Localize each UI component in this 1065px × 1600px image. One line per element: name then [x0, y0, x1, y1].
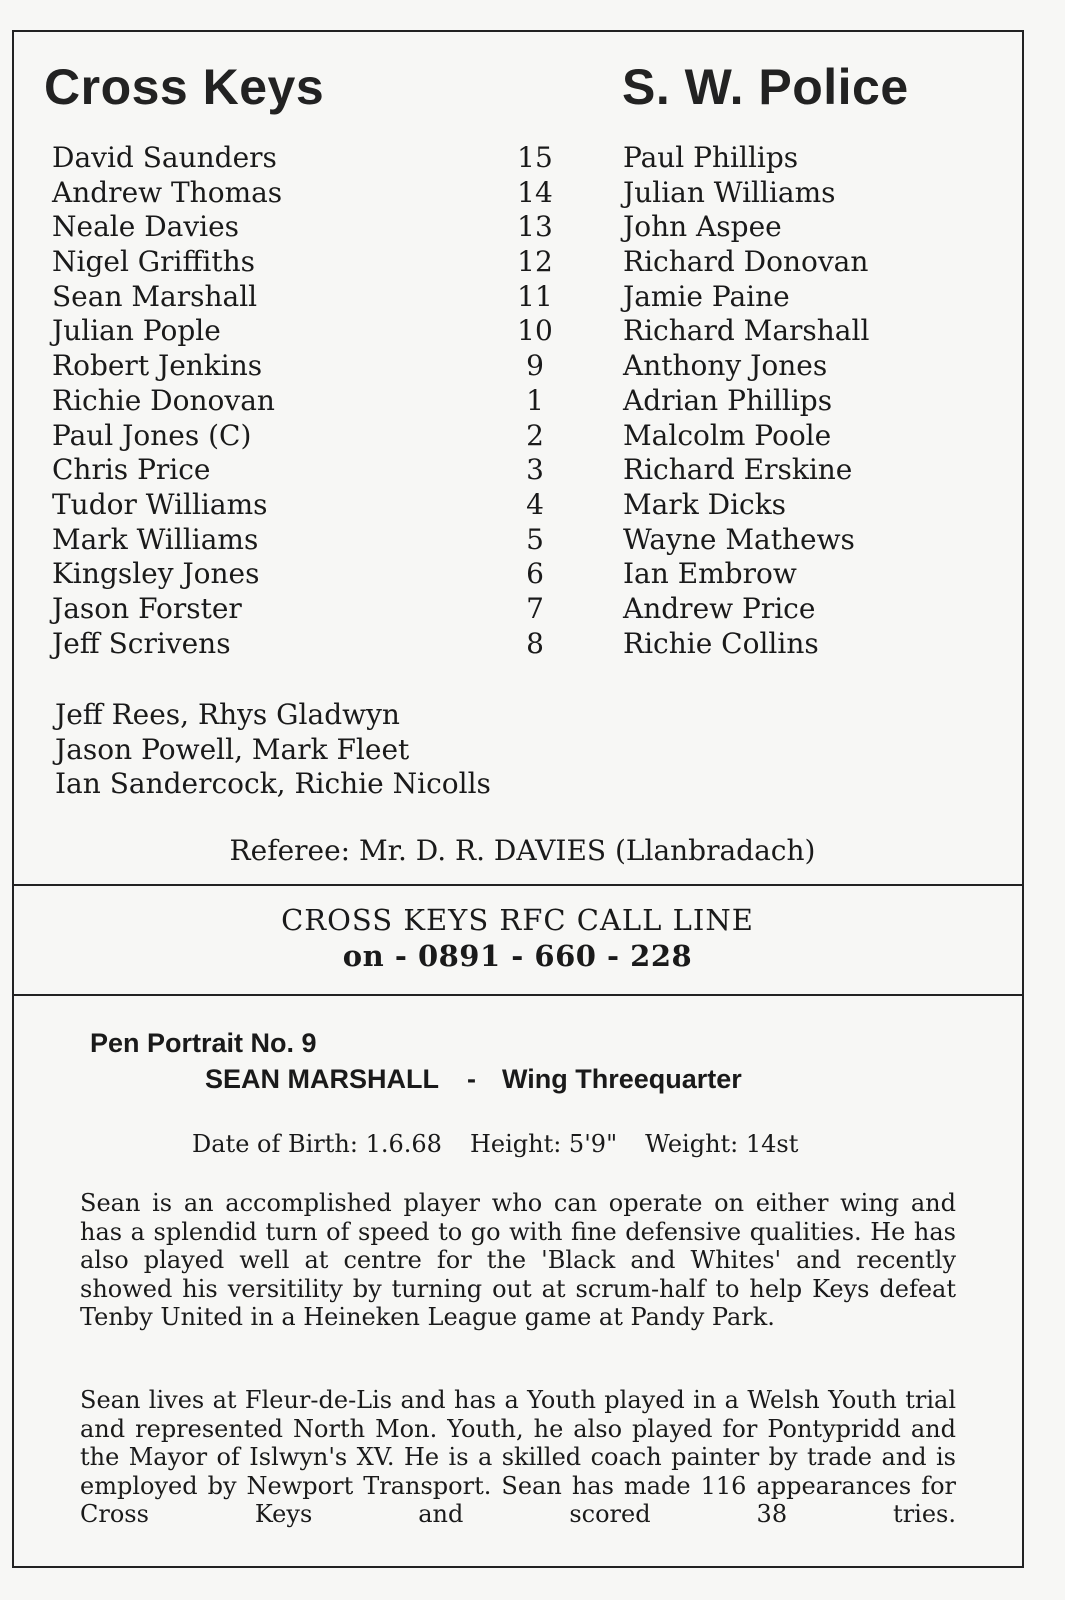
reserves-line: Ian Sandercock, Richie Nicolls — [55, 767, 491, 800]
lineup-row — [0, 210, 1065, 245]
home-player: Julian Pople — [52, 314, 221, 348]
shirt-number: 8 — [526, 626, 544, 660]
lineup-row — [0, 349, 1065, 384]
home-player: Andrew Thomas — [52, 175, 283, 209]
shirt-number: 1 — [526, 383, 544, 417]
heading-separator: - — [467, 1064, 476, 1094]
lineup-row — [0, 280, 1065, 315]
lineup-row — [0, 592, 1065, 627]
lineup-row — [0, 314, 1065, 349]
away-player: Ian Embrow — [623, 557, 797, 591]
away-player: Malcolm Poole — [623, 418, 832, 452]
lineup-row — [0, 453, 1065, 488]
home-player: Tudor Williams — [52, 487, 268, 521]
home-player: Sean Marshall — [52, 279, 258, 313]
referee-line: Referee: Mr. D. R. DAVIES (Llanbradach) — [229, 834, 816, 867]
away-player: John Aspee — [623, 210, 782, 244]
home-player: Chris Price — [52, 453, 211, 487]
away-player: Adrian Phillips — [623, 383, 833, 417]
player-name: SEAN MARSHALL — [205, 1064, 439, 1094]
lineup-row — [0, 384, 1065, 419]
reserves-line: Jason Powell, Mark Fleet — [55, 732, 410, 766]
lineup-row — [0, 141, 1065, 176]
shirt-number: 14 — [517, 175, 553, 209]
home-player: Jason Forster — [52, 591, 242, 625]
away-player: Jamie Paine — [623, 279, 790, 313]
shirt-number: 11 — [517, 279, 553, 313]
shirt-number: 5 — [526, 522, 544, 556]
player-stats — [192, 1130, 798, 1158]
away-player: Richard Donovan — [623, 245, 869, 279]
lineup-row — [0, 627, 1065, 662]
home-player: Richie Donovan — [52, 383, 275, 417]
bio-paragraph: Sean is an accomplished player who can operate on either wing and has a splendid turn of speed to go with fine defensive qualities. He has also played well at centre for the 'Black and Whites' and recently showed his versitility by turning out at scrum-half to help Keys defeat Tenby United in a Heineken League game at Pandy Park. — [80, 1189, 956, 1332]
height: Height: 5'9" — [469, 1130, 618, 1158]
shirt-number: 7 — [526, 591, 544, 625]
home-player: Jeff Scrivens — [52, 626, 231, 660]
home-player: Kingsley Jones — [52, 557, 260, 591]
home-player: Paul Jones (C) — [52, 418, 252, 452]
away-player: Richard Marshall — [623, 314, 870, 348]
divider — [14, 994, 1022, 996]
divider — [14, 884, 1022, 886]
home-player: Neale Davies — [52, 210, 240, 244]
callline-title: CROSS KEYS RFC CALL LINE — [281, 903, 754, 937]
lineup-row — [0, 419, 1065, 454]
callline-number: on - 0891 - 660 - 228 — [342, 939, 693, 973]
home-player: David Saunders — [52, 141, 277, 174]
player-position: Wing Threequarter — [502, 1064, 742, 1094]
away-player: Mark Dicks — [623, 487, 787, 521]
pen-portrait-heading — [205, 1064, 742, 1095]
away-player: Richie Collins — [623, 626, 819, 660]
shirt-number: 4 — [526, 487, 544, 521]
shirt-number: 10 — [517, 314, 553, 348]
home-player: Robert Jenkins — [52, 349, 263, 383]
away-player: Paul Phillips — [623, 141, 799, 174]
away-player: Julian Williams — [623, 175, 836, 209]
lineup-row — [0, 523, 1065, 558]
lineup-row — [0, 245, 1065, 280]
lineup-row — [0, 557, 1065, 592]
shirt-number: 2 — [526, 418, 544, 452]
pen-portrait-title: Pen Portrait No. 9 — [90, 1028, 317, 1058]
team-lineup — [0, 141, 1065, 661]
shirt-number: 13 — [517, 210, 553, 244]
reserves-list — [55, 698, 491, 802]
reserves-line: Jeff Rees, Rhys Gladwyn — [55, 698, 400, 731]
weight: Weight: 14st — [645, 1130, 799, 1158]
shirt-number: 6 — [526, 557, 544, 591]
bio-paragraph: Sean lives at Fleur-de-Lis and has a Youth played in a Welsh Youth trial and represented North Mon. Youth, he also played for Pontypridd and the Mayor of Islwyn's XV. He is a skilled coach painter by trade and is employed by Newport Transport. Sean has made 116 appearances for Cross Keys and scored 38 tries. — [80, 1386, 956, 1529]
home-player: Nigel Griffiths — [52, 245, 256, 279]
date-of-birth: Date of Birth: 1.6.68 — [192, 1130, 442, 1158]
away-team-title: S. W. Police — [622, 59, 909, 115]
shirt-number: 3 — [526, 453, 544, 487]
home-player: Mark Williams — [52, 522, 259, 556]
away-player: Andrew Price — [623, 591, 816, 625]
lineup-row — [0, 176, 1065, 211]
shirt-number: 12 — [517, 245, 553, 279]
away-player: Anthony Jones — [623, 349, 828, 383]
shirt-number: 15 — [517, 141, 553, 174]
away-player: Wayne Mathews — [623, 522, 855, 556]
home-team-title: Cross Keys — [44, 59, 325, 115]
lineup-row — [0, 488, 1065, 523]
away-player: Richard Erskine — [623, 453, 853, 487]
shirt-number: 9 — [526, 349, 544, 383]
